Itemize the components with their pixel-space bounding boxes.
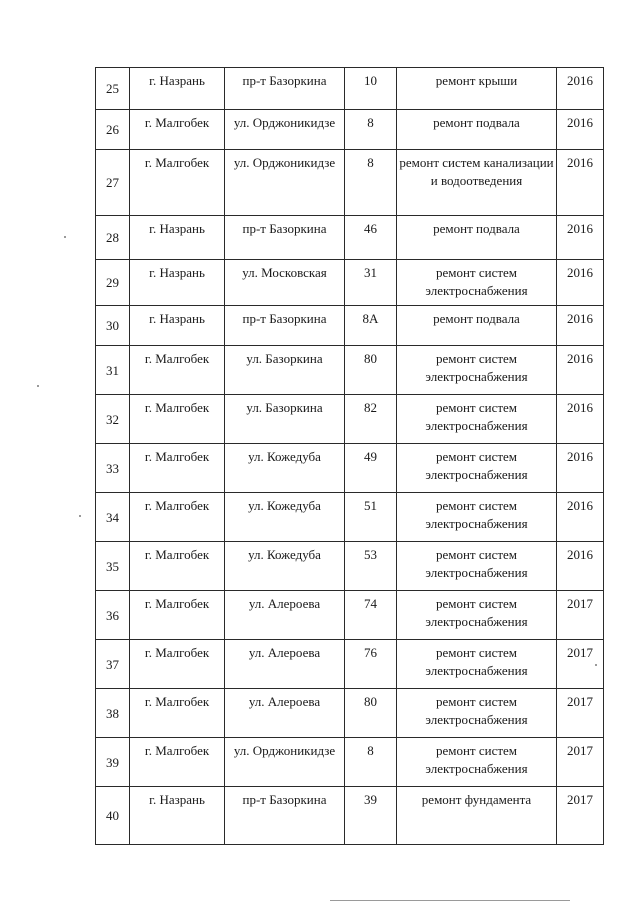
year-cell: 2017: [557, 787, 604, 845]
row-number: 35: [96, 542, 130, 591]
table-row: [96, 787, 604, 845]
street-cell: ул. Базоркина: [225, 346, 345, 395]
city-cell: г. Малгобек: [130, 542, 225, 591]
table-row: [96, 346, 604, 395]
house-cell: 8: [345, 738, 397, 787]
house-cell: 49: [345, 444, 397, 493]
work-type-cell: ремонт систем электроснабжения: [397, 493, 557, 542]
row-number: 31: [96, 346, 130, 395]
street-cell: пр-т Базоркина: [225, 787, 345, 845]
work-type-cell: ремонт подвала: [397, 306, 557, 346]
year-cell: 2016: [557, 68, 604, 110]
street-cell: ул. Орджоникидзе: [225, 738, 345, 787]
work-type-cell: ремонт систем электроснабжения: [397, 591, 557, 640]
scan-artifact-dot: [37, 385, 39, 387]
city-cell: г. Назрань: [130, 787, 225, 845]
city-cell: г. Малгобек: [130, 493, 225, 542]
city-cell: г. Малгобек: [130, 591, 225, 640]
row-number: 26: [96, 110, 130, 150]
year-cell: 2016: [557, 542, 604, 591]
work-type-cell: ремонт систем электроснабжения: [397, 260, 557, 306]
city-cell: г. Назрань: [130, 306, 225, 346]
table-row: [96, 591, 604, 640]
house-cell: 31: [345, 260, 397, 306]
table-row: [96, 542, 604, 591]
table-row: [96, 689, 604, 738]
house-cell: 8А: [345, 306, 397, 346]
scan-artifact-dot: [595, 664, 597, 666]
scan-artifact-dot: [79, 515, 81, 517]
year-cell: 2017: [557, 689, 604, 738]
house-cell: 39: [345, 787, 397, 845]
year-cell: 2016: [557, 306, 604, 346]
street-cell: пр-т Базоркина: [225, 306, 345, 346]
house-cell: 53: [345, 542, 397, 591]
street-cell: пр-т Базоркина: [225, 216, 345, 260]
year-cell: 2016: [557, 444, 604, 493]
house-cell: 10: [345, 68, 397, 110]
row-number: 28: [96, 216, 130, 260]
year-cell: 2016: [557, 395, 604, 444]
table-row: [96, 110, 604, 150]
row-number: 40: [96, 787, 130, 845]
work-type-cell: ремонт систем электроснабжения: [397, 542, 557, 591]
house-cell: 46: [345, 216, 397, 260]
row-number: 39: [96, 738, 130, 787]
work-type-cell: ремонт крыши: [397, 68, 557, 110]
year-cell: 2017: [557, 738, 604, 787]
city-cell: г. Малгобек: [130, 689, 225, 738]
table-row: [96, 150, 604, 216]
table-row: [96, 306, 604, 346]
table-row: [96, 395, 604, 444]
house-cell: 8: [345, 110, 397, 150]
year-cell: 2016: [557, 216, 604, 260]
table-row: [96, 493, 604, 542]
city-cell: г. Назрань: [130, 260, 225, 306]
city-cell: г. Малгобек: [130, 395, 225, 444]
work-type-cell: ремонт подвала: [397, 110, 557, 150]
work-type-cell: ремонт систем электроснабжения: [397, 640, 557, 689]
work-type-cell: ремонт систем канализации и водоотведения: [397, 150, 557, 216]
city-cell: г. Малгобек: [130, 444, 225, 493]
street-cell: ул. Алероева: [225, 591, 345, 640]
city-cell: г. Малгобек: [130, 738, 225, 787]
year-cell: 2016: [557, 260, 604, 306]
year-cell: 2016: [557, 346, 604, 395]
street-cell: ул. Московская: [225, 260, 345, 306]
street-cell: ул. Алероева: [225, 689, 345, 738]
row-number: 37: [96, 640, 130, 689]
table-row: [96, 444, 604, 493]
city-cell: г. Малгобек: [130, 150, 225, 216]
city-cell: г. Назрань: [130, 216, 225, 260]
house-cell: 51: [345, 493, 397, 542]
row-number: 30: [96, 306, 130, 346]
house-cell: 82: [345, 395, 397, 444]
row-number: 34: [96, 493, 130, 542]
table-row: [96, 640, 604, 689]
house-cell: 76: [345, 640, 397, 689]
row-number: 38: [96, 689, 130, 738]
house-cell: 80: [345, 689, 397, 738]
scan-artifact-line: [330, 900, 570, 901]
work-type-cell: ремонт систем электроснабжения: [397, 395, 557, 444]
street-cell: ул. Кожедуба: [225, 444, 345, 493]
row-number: 36: [96, 591, 130, 640]
city-cell: г. Малгобек: [130, 110, 225, 150]
year-cell: 2017: [557, 640, 604, 689]
house-cell: 80: [345, 346, 397, 395]
table-row: [96, 738, 604, 787]
street-cell: ул. Орджоникидзе: [225, 110, 345, 150]
year-cell: 2016: [557, 493, 604, 542]
row-number: 32: [96, 395, 130, 444]
year-cell: 2016: [557, 110, 604, 150]
street-cell: ул. Базоркина: [225, 395, 345, 444]
scan-artifact-dot: [64, 236, 66, 238]
house-cell: 8: [345, 150, 397, 216]
street-cell: ул. Алероева: [225, 640, 345, 689]
work-type-cell: ремонт систем электроснабжения: [397, 444, 557, 493]
year-cell: 2017: [557, 591, 604, 640]
work-type-cell: ремонт систем электроснабжения: [397, 346, 557, 395]
work-type-cell: ремонт систем электроснабжения: [397, 738, 557, 787]
table-row: [96, 216, 604, 260]
row-number: 33: [96, 444, 130, 493]
work-type-cell: ремонт подвала: [397, 216, 557, 260]
city-cell: г. Малгобек: [130, 640, 225, 689]
work-type-cell: ремонт фундамента: [397, 787, 557, 845]
street-cell: ул. Кожедуба: [225, 493, 345, 542]
work-type-cell: ремонт систем электроснабжения: [397, 689, 557, 738]
house-cell: 74: [345, 591, 397, 640]
row-number: 25: [96, 68, 130, 110]
repair-schedule-table: [95, 67, 604, 845]
year-cell: 2016: [557, 150, 604, 216]
city-cell: г. Назрань: [130, 68, 225, 110]
street-cell: пр-т Базоркина: [225, 68, 345, 110]
street-cell: ул. Орджоникидзе: [225, 150, 345, 216]
table-row: [96, 260, 604, 306]
city-cell: г. Малгобек: [130, 346, 225, 395]
table-row: [96, 68, 604, 110]
street-cell: ул. Кожедуба: [225, 542, 345, 591]
row-number: 29: [96, 260, 130, 306]
row-number: 27: [96, 150, 130, 216]
